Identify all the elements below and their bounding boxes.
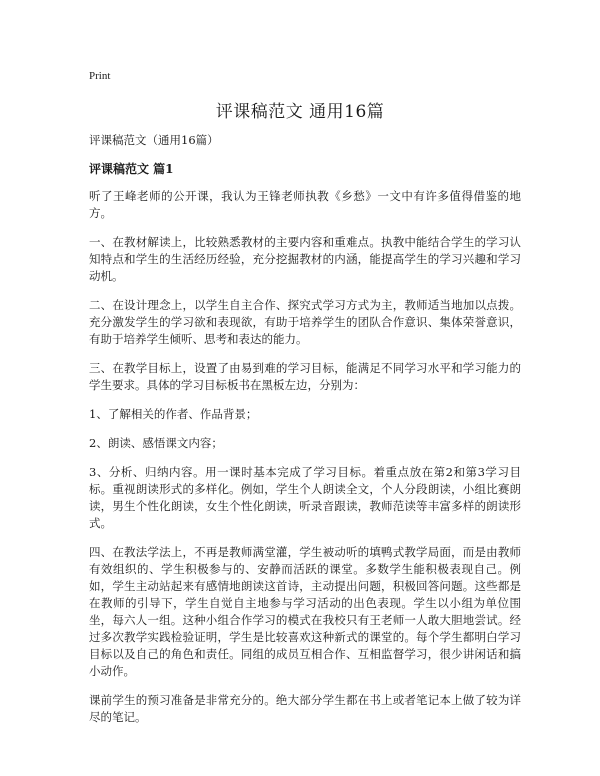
paragraph: 课前学生的预习准备是非常充分的。绝大部分学生都在书上或者笔记本上做了较为详尽的笔记。	[89, 693, 521, 724]
paragraph: 一、在教材解读上，比较熟悉教材的主要内容和重难点。执教中能结合学生的学习认知特点和学生的生活经历经验，充分挖掘教材的内涵，能提高学生的学习兴趣和学习动机。	[89, 235, 521, 283]
document-title: 评课稿范文 通用16篇	[215, 102, 385, 122]
list-item: 1、了解相关的作者、作品背景；	[89, 407, 258, 421]
document-subtitle: 评课稿范文（通用16篇）	[89, 133, 219, 147]
paragraph: 听了王峰老师的公开课，我认为王锋老师执教《乡愁》一文中有许多值得借鉴的地方。	[89, 189, 521, 220]
section-heading: 评课稿范文 篇1	[89, 162, 174, 176]
list-item: 3、分析、归纳内容。用一课时基本完成了学习目标。着重点放在第2和第3学习目标。重视朗读形式的多样化。例如，学生个人朗读全文，个人分段朗读，小组比赛朗读，男生个性化朗读，女生个性化朗读，听录音跟读，教师范读等丰富多样的朗读形式。	[89, 465, 521, 530]
paragraph: 二、在设计理念上，以学生自主合作、探究式学习方式为主，教师适当地加以点拨。充分激发学生的学习欲和表现欲，有助于培养学生的团队合作意识、集体荣誉意识，有助于培养学生倾听、思考和表达的能力。	[89, 298, 521, 346]
document-body	[89, 132, 521, 738]
paragraph: 三、在教学目标上，设置了由易到难的学习目标，能满足不同学习水平和学习能力的学生要求。具体的学习目标板书在黑板左边，分别为：	[89, 361, 521, 392]
print-link[interactable]: Print	[89, 70, 111, 82]
paragraph: 四、在教法学法上，不再是教师满堂灌，学生被动听的填鸭式教学局面，而是由教师有效组织的、学生积极参与的、安静而活跃的课堂。多数学生能积极表现自己。例如，学生主动站起来有感情地朗读这首诗，主动提出问题，积极回答问题。这些都是在教师的引导下，学生自觉自主地参与学习活动的出色表现。学生以小组为单位围坐，每六人一组。这种小组合作学习的模式在我校只有王老师一人敢大胆地尝试。经过多次教学实践检验证明，学生是比较喜欢这种新式的课堂的。每个学生都明白学习目标以及自己的角色和责任。同组的成员互相合作、互相监督学习，很少讲闲话和搞小动作。	[89, 545, 521, 678]
list-item: 2、朗读、感悟课文内容；	[89, 436, 223, 450]
